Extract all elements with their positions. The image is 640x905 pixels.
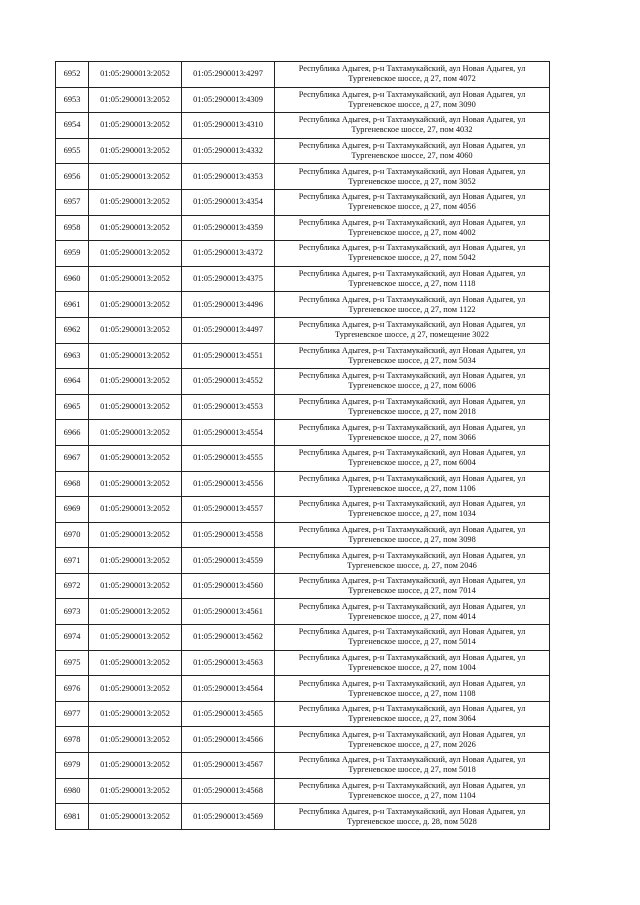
address-line-2: Тургеневское шоссе, д 27, пом 6006 [348, 381, 476, 391]
parent-cadastral-number: 01:05:2900013:2052 [89, 266, 182, 292]
address-line-2: Тургеневское шоссе, д 27, пом 2026 [348, 739, 476, 749]
address-cell [275, 573, 550, 599]
parent-cadastral-number: 01:05:2900013:2052 [89, 215, 182, 241]
address-line-1: Республика Адыгея, р-н Тахтамукайский, аул Новая Адыгея, ул [298, 397, 526, 407]
row-number: 6979 [56, 753, 89, 779]
address-line-2: Тургеневское шоссе, д 27, пом 3098 [348, 534, 476, 544]
address-line-2: Тургеневское шоссе, 27, пом 4032 [351, 125, 473, 135]
address-cell [275, 317, 550, 343]
row-number: 6976 [56, 676, 89, 702]
parent-cadastral-number: 01:05:2900013:2052 [89, 804, 182, 830]
cadastral-number: 01:05:2900013:4554 [182, 420, 275, 446]
address-line-2: Тургеневское шоссе, 27, пом 4060 [351, 151, 473, 161]
table-row [56, 164, 550, 190]
row-number: 6966 [56, 420, 89, 446]
address-line-1: Республика Адыгея, р-н Тахтамукайский, аул Новая Адыгея, ул [298, 269, 526, 279]
table-row [56, 266, 550, 292]
parent-cadastral-number: 01:05:2900013:2052 [89, 625, 182, 651]
address-cell [275, 650, 550, 676]
cadastral-number: 01:05:2900013:4553 [182, 394, 275, 420]
table-row [56, 317, 550, 343]
address-line-2: Тургеневское шоссе, д 27, пом 3052 [348, 176, 476, 186]
address-cell [275, 292, 550, 318]
row-number: 6964 [56, 369, 89, 395]
address-line-1: Республика Адыгея, р-н Тахтамукайский, аул Новая Адыгея, ул [298, 64, 526, 74]
address-line-1: Республика Адыгея, р-н Тахтамукайский, аул Новая Адыгея, ул [298, 115, 526, 125]
address-line-2: Тургеневское шоссе, д. 28, пом 5028 [347, 816, 477, 826]
table-row [56, 445, 550, 471]
address-line-2: Тургеневское шоссе, д 27, пом 4002 [348, 227, 476, 237]
address-line-2: Тургеневское шоссе, д 27, помещение 3022 [334, 330, 490, 340]
cadastral-number: 01:05:2900013:4555 [182, 445, 275, 471]
cadastral-number: 01:05:2900013:4567 [182, 753, 275, 779]
table-row [56, 804, 550, 830]
cadastral-number: 01:05:2900013:4569 [182, 804, 275, 830]
address-line-1: Республика Адыгея, р-н Тахтамукайский, аул Новая Адыгея, ул [298, 448, 526, 458]
cadastral-number: 01:05:2900013:4561 [182, 599, 275, 625]
table-row [56, 215, 550, 241]
row-number: 6954 [56, 113, 89, 139]
cadastral-number: 01:05:2900013:4353 [182, 164, 275, 190]
address-cell [275, 87, 550, 113]
address-line-2: Тургеневское шоссе, д 27, пом 1106 [348, 483, 476, 493]
address-line-1: Республика Адыгея, р-н Тахтамукайский, аул Новая Адыгея, ул [298, 524, 526, 534]
row-number: 6958 [56, 215, 89, 241]
parent-cadastral-number: 01:05:2900013:2052 [89, 394, 182, 420]
table-row [56, 573, 550, 599]
parent-cadastral-number: 01:05:2900013:2052 [89, 292, 182, 318]
parent-cadastral-number: 01:05:2900013:2052 [89, 471, 182, 497]
cadastral-number: 01:05:2900013:4562 [182, 625, 275, 651]
row-number: 6952 [56, 62, 89, 88]
row-number: 6981 [56, 804, 89, 830]
parent-cadastral-number: 01:05:2900013:2052 [89, 420, 182, 446]
address-line-1: Республика Адыгея, р-н Тахтамукайский, аул Новая Адыгея, ул [298, 192, 526, 202]
registry-table-body [56, 62, 550, 830]
table-row [56, 343, 550, 369]
address-line-2: Тургеневское шоссе, д. 27, пом 2046 [347, 560, 477, 570]
table-row [56, 599, 550, 625]
address-line-1: Республика Адыгея, р-н Тахтамукайский, аул Новая Адыгея, ул [298, 294, 526, 304]
address-line-1: Республика Адыгея, р-н Тахтамукайский, аул Новая Адыгея, ул [298, 704, 526, 714]
address-cell [275, 266, 550, 292]
parent-cadastral-number: 01:05:2900013:2052 [89, 138, 182, 164]
cadastral-number: 01:05:2900013:4372 [182, 241, 275, 267]
cadastral-number: 01:05:2900013:4310 [182, 113, 275, 139]
parent-cadastral-number: 01:05:2900013:2052 [89, 676, 182, 702]
table-row [56, 701, 550, 727]
address-line-2: Тургеневское шоссе, д 27, пом 3090 [348, 99, 476, 109]
address-line-2: Тургеневское шоссе, д 27, пом 4014 [348, 611, 476, 621]
parent-cadastral-number: 01:05:2900013:2052 [89, 241, 182, 267]
address-cell [275, 420, 550, 446]
cadastral-number: 01:05:2900013:4559 [182, 548, 275, 574]
address-cell [275, 522, 550, 548]
cadastral-number: 01:05:2900013:4565 [182, 701, 275, 727]
address-line-2: Тургеневское шоссе, д 27, пом 4072 [348, 74, 476, 84]
table-row [56, 369, 550, 395]
address-cell [275, 343, 550, 369]
parent-cadastral-number: 01:05:2900013:2052 [89, 189, 182, 215]
table-row [56, 650, 550, 676]
address-line-2: Тургеневское шоссе, д 27, пом 2018 [348, 407, 476, 417]
address-line-1: Республика Адыгея, р-н Тахтамукайский, аул Новая Адыгея, ул [298, 422, 526, 432]
address-line-1: Республика Адыгея, р-н Тахтамукайский, аул Новая Адыгея, ул [298, 243, 526, 253]
parent-cadastral-number: 01:05:2900013:2052 [89, 445, 182, 471]
row-number: 6974 [56, 625, 89, 651]
table-row [56, 727, 550, 753]
row-number: 6962 [56, 317, 89, 343]
parent-cadastral-number: 01:05:2900013:2052 [89, 599, 182, 625]
row-number: 6973 [56, 599, 89, 625]
row-number: 6955 [56, 138, 89, 164]
cadastral-number: 01:05:2900013:4496 [182, 292, 275, 318]
address-cell [275, 625, 550, 651]
row-number: 6980 [56, 778, 89, 804]
address-line-2: Тургеневское шоссе, д 27, пом 1108 [348, 688, 476, 698]
address-cell [275, 445, 550, 471]
address-line-1: Республика Адыгея, р-н Тахтамукайский, аул Новая Адыгея, ул [298, 166, 526, 176]
parent-cadastral-number: 01:05:2900013:2052 [89, 650, 182, 676]
cadastral-number: 01:05:2900013:4552 [182, 369, 275, 395]
address-line-1: Республика Адыгея, р-н Тахтамукайский, аул Новая Адыгея, ул [298, 755, 526, 765]
parent-cadastral-number: 01:05:2900013:2052 [89, 522, 182, 548]
table-row [56, 87, 550, 113]
address-line-1: Республика Адыгея, р-н Тахтамукайский, аул Новая Адыгея, ул [298, 627, 526, 637]
parent-cadastral-number: 01:05:2900013:2052 [89, 727, 182, 753]
cadastral-number: 01:05:2900013:4354 [182, 189, 275, 215]
address-line-1: Республика Адыгея, р-н Тахтамукайский, аул Новая Адыгея, ул [298, 320, 526, 330]
address-line-1: Республика Адыгея, р-н Тахтамукайский, аул Новая Адыгея, ул [298, 345, 526, 355]
cadastral-number: 01:05:2900013:4566 [182, 727, 275, 753]
address-cell [275, 804, 550, 830]
cadastral-number: 01:05:2900013:4297 [182, 62, 275, 88]
address-line-2: Тургеневское шоссе, д 27, пом 5014 [348, 637, 476, 647]
parent-cadastral-number: 01:05:2900013:2052 [89, 497, 182, 523]
address-cell [275, 394, 550, 420]
parent-cadastral-number: 01:05:2900013:2052 [89, 87, 182, 113]
row-number: 6977 [56, 701, 89, 727]
parent-cadastral-number: 01:05:2900013:2052 [89, 317, 182, 343]
address-line-1: Республика Адыгея, р-н Тахтамукайский, аул Новая Адыгея, ул [298, 499, 526, 509]
table-row [56, 241, 550, 267]
address-line-1: Республика Адыгея, р-н Тахтамукайский, аул Новая Адыгея, ул [298, 806, 526, 816]
table-row [56, 189, 550, 215]
cadastral-number: 01:05:2900013:4558 [182, 522, 275, 548]
address-line-1: Республика Адыгея, р-н Тахтамукайский, аул Новая Адыгея, ул [298, 652, 526, 662]
cadastral-number: 01:05:2900013:4309 [182, 87, 275, 113]
row-number: 6972 [56, 573, 89, 599]
table-row [56, 292, 550, 318]
address-cell [275, 241, 550, 267]
row-number: 6965 [56, 394, 89, 420]
cadastral-number: 01:05:2900013:4551 [182, 343, 275, 369]
address-line-2: Тургеневское шоссе, д 27, пом 7014 [348, 586, 476, 596]
cadastral-number: 01:05:2900013:4563 [182, 650, 275, 676]
cadastral-number: 01:05:2900013:4375 [182, 266, 275, 292]
cadastral-number: 01:05:2900013:4560 [182, 573, 275, 599]
row-number: 6957 [56, 189, 89, 215]
cadastral-number: 01:05:2900013:4564 [182, 676, 275, 702]
address-line-2: Тургеневское шоссе, д 27, пом 6004 [348, 458, 476, 468]
row-number: 6963 [56, 343, 89, 369]
address-cell [275, 753, 550, 779]
parent-cadastral-number: 01:05:2900013:2052 [89, 548, 182, 574]
table-row [56, 548, 550, 574]
row-number: 6970 [56, 522, 89, 548]
address-line-1: Республика Адыгея, р-н Тахтамукайский, аул Новая Адыгея, ул [298, 89, 526, 99]
parent-cadastral-number: 01:05:2900013:2052 [89, 113, 182, 139]
address-cell [275, 113, 550, 139]
parent-cadastral-number: 01:05:2900013:2052 [89, 753, 182, 779]
row-number: 6953 [56, 87, 89, 113]
address-line-1: Республика Адыгея, р-н Тахтамукайский, аул Новая Адыгея, ул [298, 678, 526, 688]
address-cell [275, 599, 550, 625]
address-line-1: Республика Адыгея, р-н Тахтамукайский, аул Новая Адыгея, ул [298, 729, 526, 739]
table-row [56, 497, 550, 523]
row-number: 6975 [56, 650, 89, 676]
address-line-2: Тургеневское шоссе, д 27, пом 1104 [348, 790, 476, 800]
row-number: 6971 [56, 548, 89, 574]
address-cell [275, 189, 550, 215]
address-line-2: Тургеневское шоссе, д 27, пом 5018 [348, 765, 476, 775]
parent-cadastral-number: 01:05:2900013:2052 [89, 369, 182, 395]
address-line-2: Тургеневское шоссе, д 27, пом 1118 [348, 279, 476, 289]
address-line-1: Республика Адыгея, р-н Тахтамукайский, аул Новая Адыгея, ул [298, 217, 526, 227]
parent-cadastral-number: 01:05:2900013:2052 [89, 164, 182, 190]
registry-table [55, 61, 550, 830]
cadastral-number: 01:05:2900013:4556 [182, 471, 275, 497]
address-line-1: Республика Адыгея, р-н Тахтамукайский, аул Новая Адыгея, ул [298, 780, 526, 790]
row-number: 6978 [56, 727, 89, 753]
address-cell [275, 701, 550, 727]
address-line-2: Тургеневское шоссе, д 27, пом 5034 [348, 355, 476, 365]
address-cell [275, 215, 550, 241]
address-cell [275, 778, 550, 804]
address-line-2: Тургеневское шоссе, д 27, пом 5042 [348, 253, 476, 263]
address-line-2: Тургеневское шоссе, д 27, пом 4056 [348, 202, 476, 212]
cadastral-number: 01:05:2900013:4497 [182, 317, 275, 343]
parent-cadastral-number: 01:05:2900013:2052 [89, 573, 182, 599]
address-cell [275, 727, 550, 753]
address-cell [275, 676, 550, 702]
address-line-1: Республика Адыгея, р-н Тахтамукайский, аул Новая Адыгея, ул [298, 550, 526, 560]
address-line-2: Тургеневское шоссе, д 27, пом 3064 [348, 714, 476, 724]
table-row [56, 753, 550, 779]
cadastral-number: 01:05:2900013:4332 [182, 138, 275, 164]
address-line-2: Тургеневское шоссе, д 27, пом 3066 [348, 432, 476, 442]
address-cell [275, 138, 550, 164]
address-cell [275, 62, 550, 88]
table-row [56, 522, 550, 548]
address-cell [275, 471, 550, 497]
table-row [56, 138, 550, 164]
parent-cadastral-number: 01:05:2900013:2052 [89, 62, 182, 88]
parent-cadastral-number: 01:05:2900013:2052 [89, 701, 182, 727]
address-cell [275, 369, 550, 395]
address-line-2: Тургеневское шоссе, д 27, пом 1004 [348, 662, 476, 672]
table-row [56, 778, 550, 804]
row-number: 6961 [56, 292, 89, 318]
table-row [56, 62, 550, 88]
cadastral-number: 01:05:2900013:4359 [182, 215, 275, 241]
cadastral-number: 01:05:2900013:4557 [182, 497, 275, 523]
row-number: 6956 [56, 164, 89, 190]
row-number: 6967 [56, 445, 89, 471]
table-row [56, 676, 550, 702]
address-line-1: Республика Адыгея, р-н Тахтамукайский, аул Новая Адыгея, ул [298, 473, 526, 483]
parent-cadastral-number: 01:05:2900013:2052 [89, 343, 182, 369]
address-cell [275, 497, 550, 523]
row-number: 6969 [56, 497, 89, 523]
address-line-1: Республика Адыгея, р-н Тахтамукайский, аул Новая Адыгея, ул [298, 141, 526, 151]
address-cell [275, 164, 550, 190]
parent-cadastral-number: 01:05:2900013:2052 [89, 778, 182, 804]
cadastral-number: 01:05:2900013:4568 [182, 778, 275, 804]
address-line-1: Республика Адыгея, р-н Тахтамукайский, аул Новая Адыгея, ул [298, 601, 526, 611]
row-number: 6968 [56, 471, 89, 497]
table-row [56, 471, 550, 497]
address-line-1: Республика Адыгея, р-н Тахтамукайский, аул Новая Адыгея, ул [298, 371, 526, 381]
table-row [56, 625, 550, 651]
row-number: 6959 [56, 241, 89, 267]
table-row [56, 420, 550, 446]
table-row [56, 113, 550, 139]
address-line-2: Тургеневское шоссе, д 27, пом 1122 [348, 304, 476, 314]
table-row [56, 394, 550, 420]
address-line-2: Тургеневское шоссе, д 27, пом 1034 [348, 509, 476, 519]
row-number: 6960 [56, 266, 89, 292]
address-line-1: Республика Адыгея, р-н Тахтамукайский, аул Новая Адыгея, ул [298, 576, 526, 586]
address-cell [275, 548, 550, 574]
